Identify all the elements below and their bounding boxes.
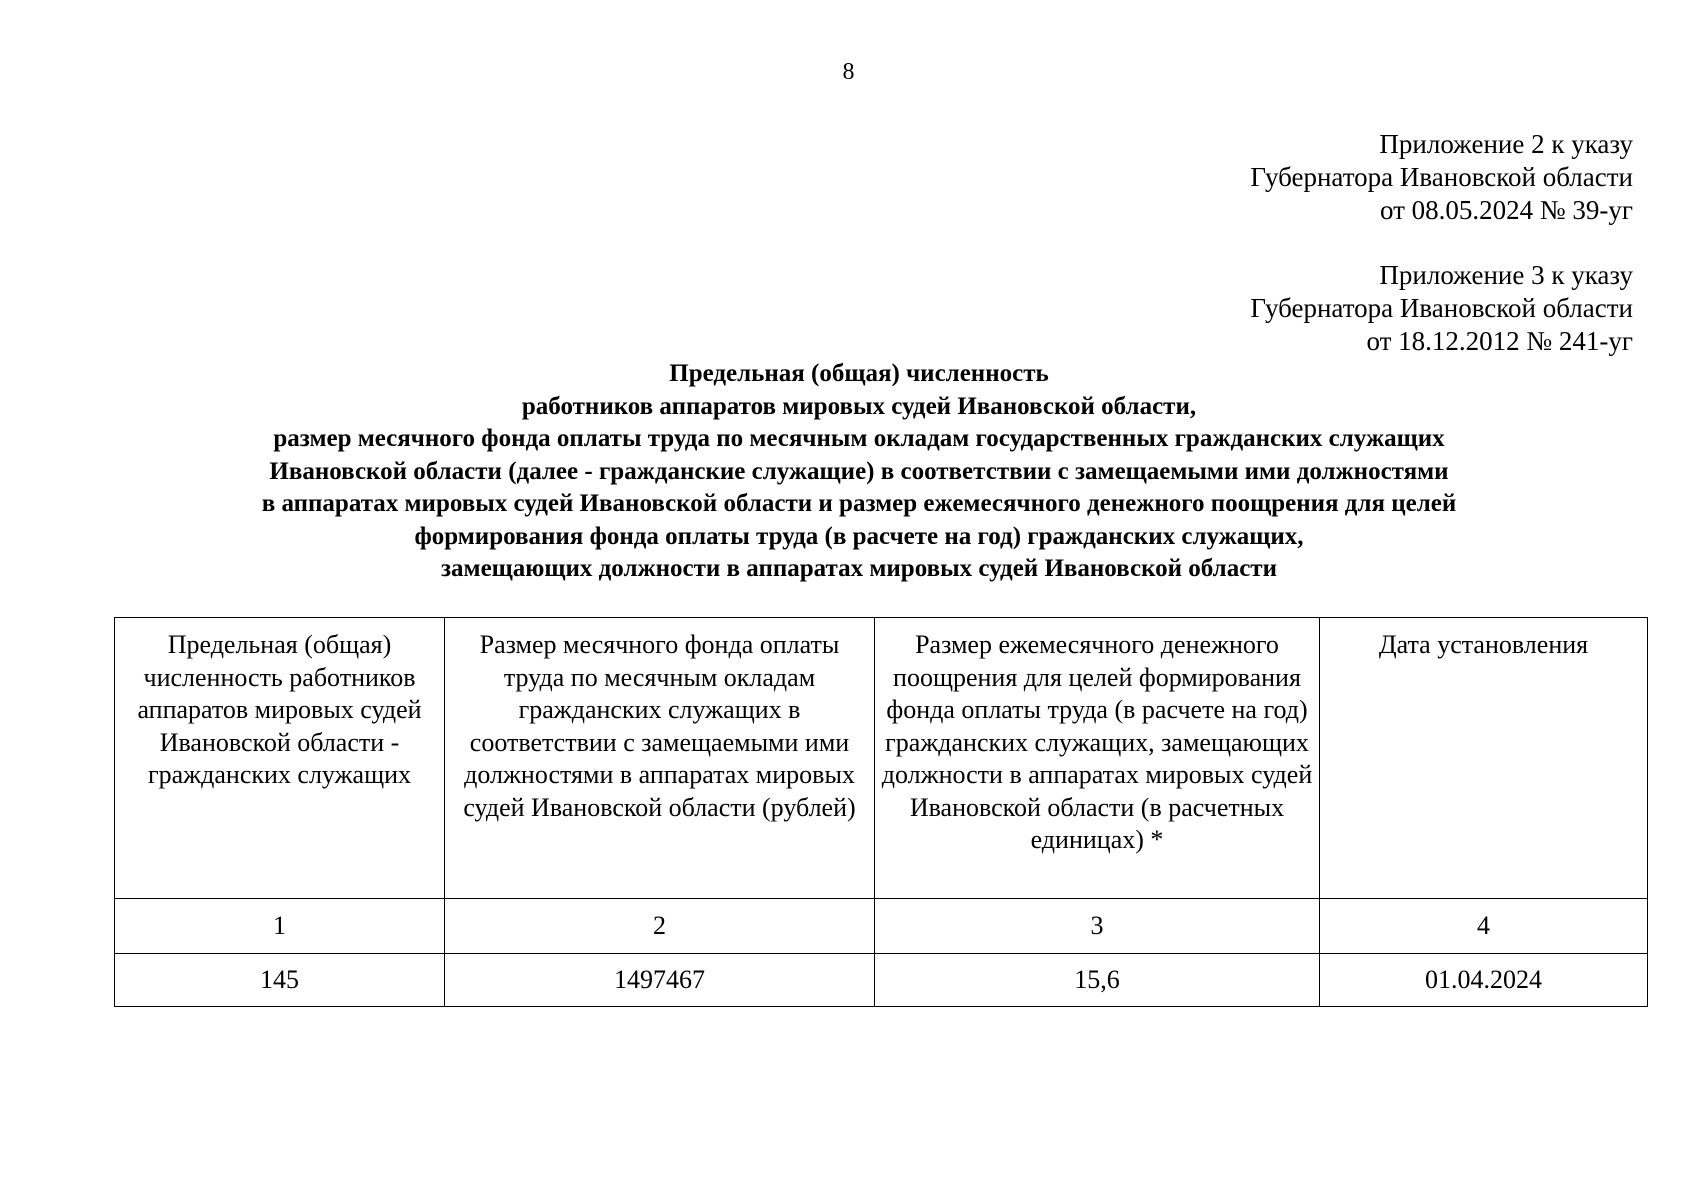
page-number: 8 bbox=[842, 59, 855, 85]
appendix-line: Приложение 3 к указу bbox=[1379, 260, 1633, 290]
header-staff-count: Предельная (общая) численность работников аппаратов мировых судей Ивановской области - гражданских служащих bbox=[115, 618, 445, 899]
appendix-line: Приложение 2 к указу bbox=[1379, 129, 1633, 159]
header-effective-date: Дата установления bbox=[1320, 618, 1648, 899]
column-number: 4 bbox=[1320, 899, 1648, 954]
appendix-line: от 08.05.2024 № 39-уг bbox=[1379, 195, 1633, 225]
column-number: 1 bbox=[115, 899, 445, 954]
appendix-current-reference bbox=[1250, 128, 1633, 227]
cell-monthly-bonus: 15,6 bbox=[875, 954, 1320, 1007]
cell-staff-count: 145 bbox=[115, 954, 445, 1007]
appendix-line: от 18.12.2012 № 241-уг bbox=[1366, 326, 1633, 356]
title-line: работников аппаратов мировых судей Ивановской области, bbox=[521, 392, 1197, 420]
document-title bbox=[115, 358, 1603, 586]
cell-effective-date: 01.04.2024 bbox=[1320, 954, 1648, 1007]
title-line: Предельная (общая) численность bbox=[669, 360, 1049, 387]
header-monthly-fund: Размер месячного фонда оплаты труда по месячным окладам гражданских служащих в соответствии с замещаемыми ими должностями в аппаратах мировых судей Ивановской области (рублей) bbox=[445, 618, 875, 899]
staffing-table bbox=[114, 617, 1648, 1007]
title-line: формирования фонда оплаты труда (в расчете на год) гражданских служащих, bbox=[414, 522, 1304, 550]
title-line: в аппаратах мировых судей Ивановской области и размер ежемесячного денежного поощрения для целей bbox=[261, 490, 1457, 517]
appendix-line: Губернатора Ивановской области bbox=[1250, 162, 1633, 192]
title-line: замещающих должности в аппаратах мировых судей Ивановской области bbox=[441, 555, 1277, 582]
table-row bbox=[115, 954, 1648, 1007]
cell-monthly-fund: 1497467 bbox=[445, 954, 875, 1007]
title-line: Ивановской области (далее - гражданские служащие) в соответствии с замещаемыми ими должностями bbox=[269, 457, 1449, 485]
column-number: 3 bbox=[875, 899, 1320, 954]
table-header-row bbox=[115, 618, 1648, 899]
appendix-line: Губернатора Ивановской области bbox=[1250, 293, 1633, 323]
column-number: 2 bbox=[445, 899, 875, 954]
title-line: размер месячного фонда оплаты труда по месячным окладам государственных гражданских служащих bbox=[273, 425, 1445, 452]
table-column-number-row bbox=[115, 899, 1648, 954]
appendix-original-reference bbox=[1250, 259, 1633, 358]
header-monthly-bonus: Размер ежемесячного денежного поощрения для целей формирования фонда оплаты труда (в расчете на год) гражданских служащих, замещающих должности в аппаратах мировых судей Ивановской области (в расчетных единицах) * bbox=[875, 618, 1320, 899]
